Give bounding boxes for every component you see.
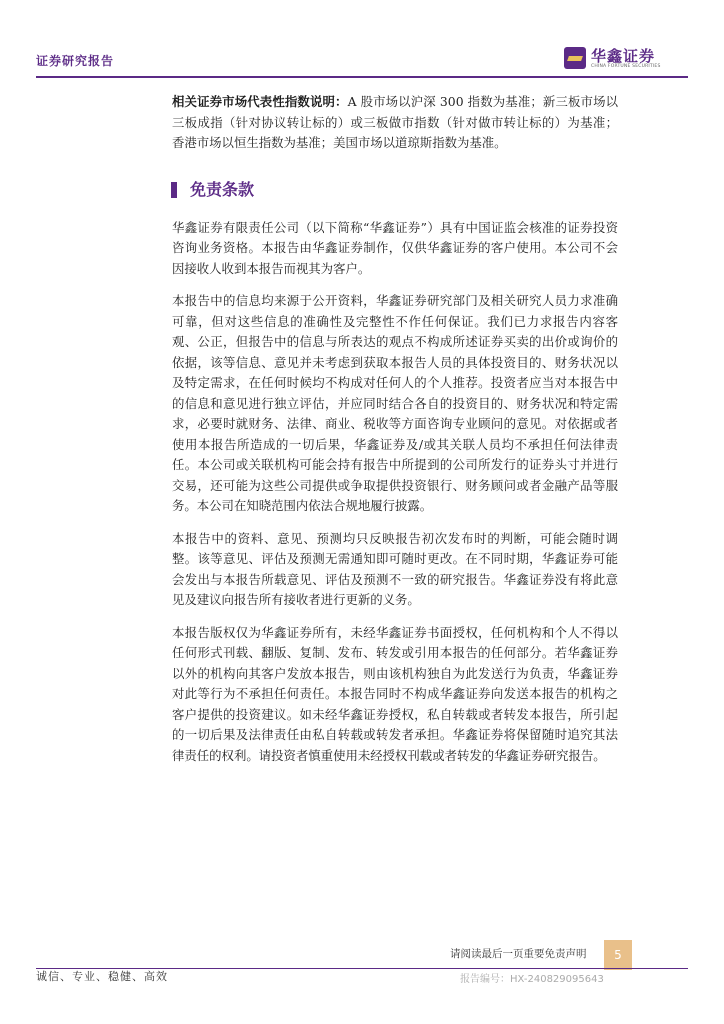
disclaimer-paragraph: 华鑫证券有限责任公司（以下简称“华鑫证券”）具有中国证监会核准的证券投资咨询业务资格。本报告由华鑫证券制作，仅供华鑫证券的客户使用。本公司不会因接收人收到本报告而视其为客户。 — [172, 219, 618, 276]
section-marker-bar — [171, 182, 177, 198]
section-title: 免责条款 — [190, 179, 255, 199]
report-number: 报告编号：HX-240829095643 — [460, 974, 604, 985]
disclaimer-paragraph: 本报告中的资料、意见、预测均只反映报告初次发布时的判断，可能会随时调整。该等意见、评估及预测无需通知即可随时更改。在不同时期，华鑫证券可能会发出与本报告所载意见、评估及预测不一致的研究报告。华鑫证券没有将此意见及建议向报告所有接收者进行更新的义务。 — [172, 530, 618, 607]
disclaimer-section-heading — [172, 178, 618, 202]
logo-mark-icon — [564, 47, 586, 69]
footer-disclaimer-note: 请阅读最后一页重要免责声明 — [450, 948, 587, 960]
index-note-text: A 股市场以沪深 300 指数为基准；新三板市场以三板成指（针对协议转让标的）或三板做市指数（针对做市转让标的）为基准；香港市场以恒生指数为基准；美国市场以道琼斯指数为基准。 — [172, 94, 618, 150]
logo-subtext: CHINA FORTUNE SECURITIES — [591, 64, 661, 69]
document-body — [172, 92, 618, 778]
header-divider — [36, 76, 688, 78]
company-slogan: 诚信、专业、稳健、高效 — [36, 970, 168, 983]
disclaimer-paragraph: 本报告中的信息均来源于公开资料，华鑫证券研究部门及相关研究人员力求准确可靠，但对这些信息的准确性及完整性不作任何保证。我们已力求报告内容客观、公正，但报告中的信息与所表达的观点不构成所述证券买卖的出价或询价的依据，该等信息、意见并未考虑到获取本报告人员的具体投资目的、财务状况以及特定需求，在任何时候均不构成对任何人的个人推荐。投资者应当对本报告中的信息和意见进行独立评估，并应同时结合各自的投资目的、财务状况和特定需求，必要时就财务、法律、商业、税收等方面咨询专业顾问的意见。对依据或者使用本报告所造成的一切后果，华鑫证券及/或其关联人员均不承担任何法律责任。本公司或关联机构可能会持有报告中所提到的公司所发行的证券头寸并进行交易，还可能为这些公司提供或争取提供投资银行、财务顾问或者金融产品等服务。本公司在知晓范围内依法合规地履行披露。 — [172, 293, 618, 513]
company-logo — [564, 45, 688, 73]
page-number: 5 — [604, 940, 632, 970]
disclaimer-paragraph: 本报告版权仅为华鑫证券所有，未经华鑫证券书面授权，任何机构和个人不得以任何形式刊载、翻版、复制、发布、转发或引用本报告的任何部分。若华鑫证券以外的机构向其客户发放本报告，则由该机构独自为此发送行为负责，华鑫证券对此等行为不承担任何责任。本报告同时不构成华鑫证券向发送本报告的机构之客户提供的投资建议。如未经华鑫证券授权，私自转载或者转发本报告，所引起的一切后果及法律责任由私自转载或转发者承担。华鑫证券将保留随时追究其法律责任的权利。请投资者慎重使用未经授权刊载或者转发的华鑫证券研究报告。 — [172, 624, 618, 763]
index-benchmark-note — [172, 92, 618, 154]
report-type-title: 证券研究报告 — [36, 54, 115, 68]
index-note-lead: 相关证券市场代表性指数说明： — [172, 94, 348, 109]
logo-text: 华鑫证券 — [591, 47, 656, 65]
